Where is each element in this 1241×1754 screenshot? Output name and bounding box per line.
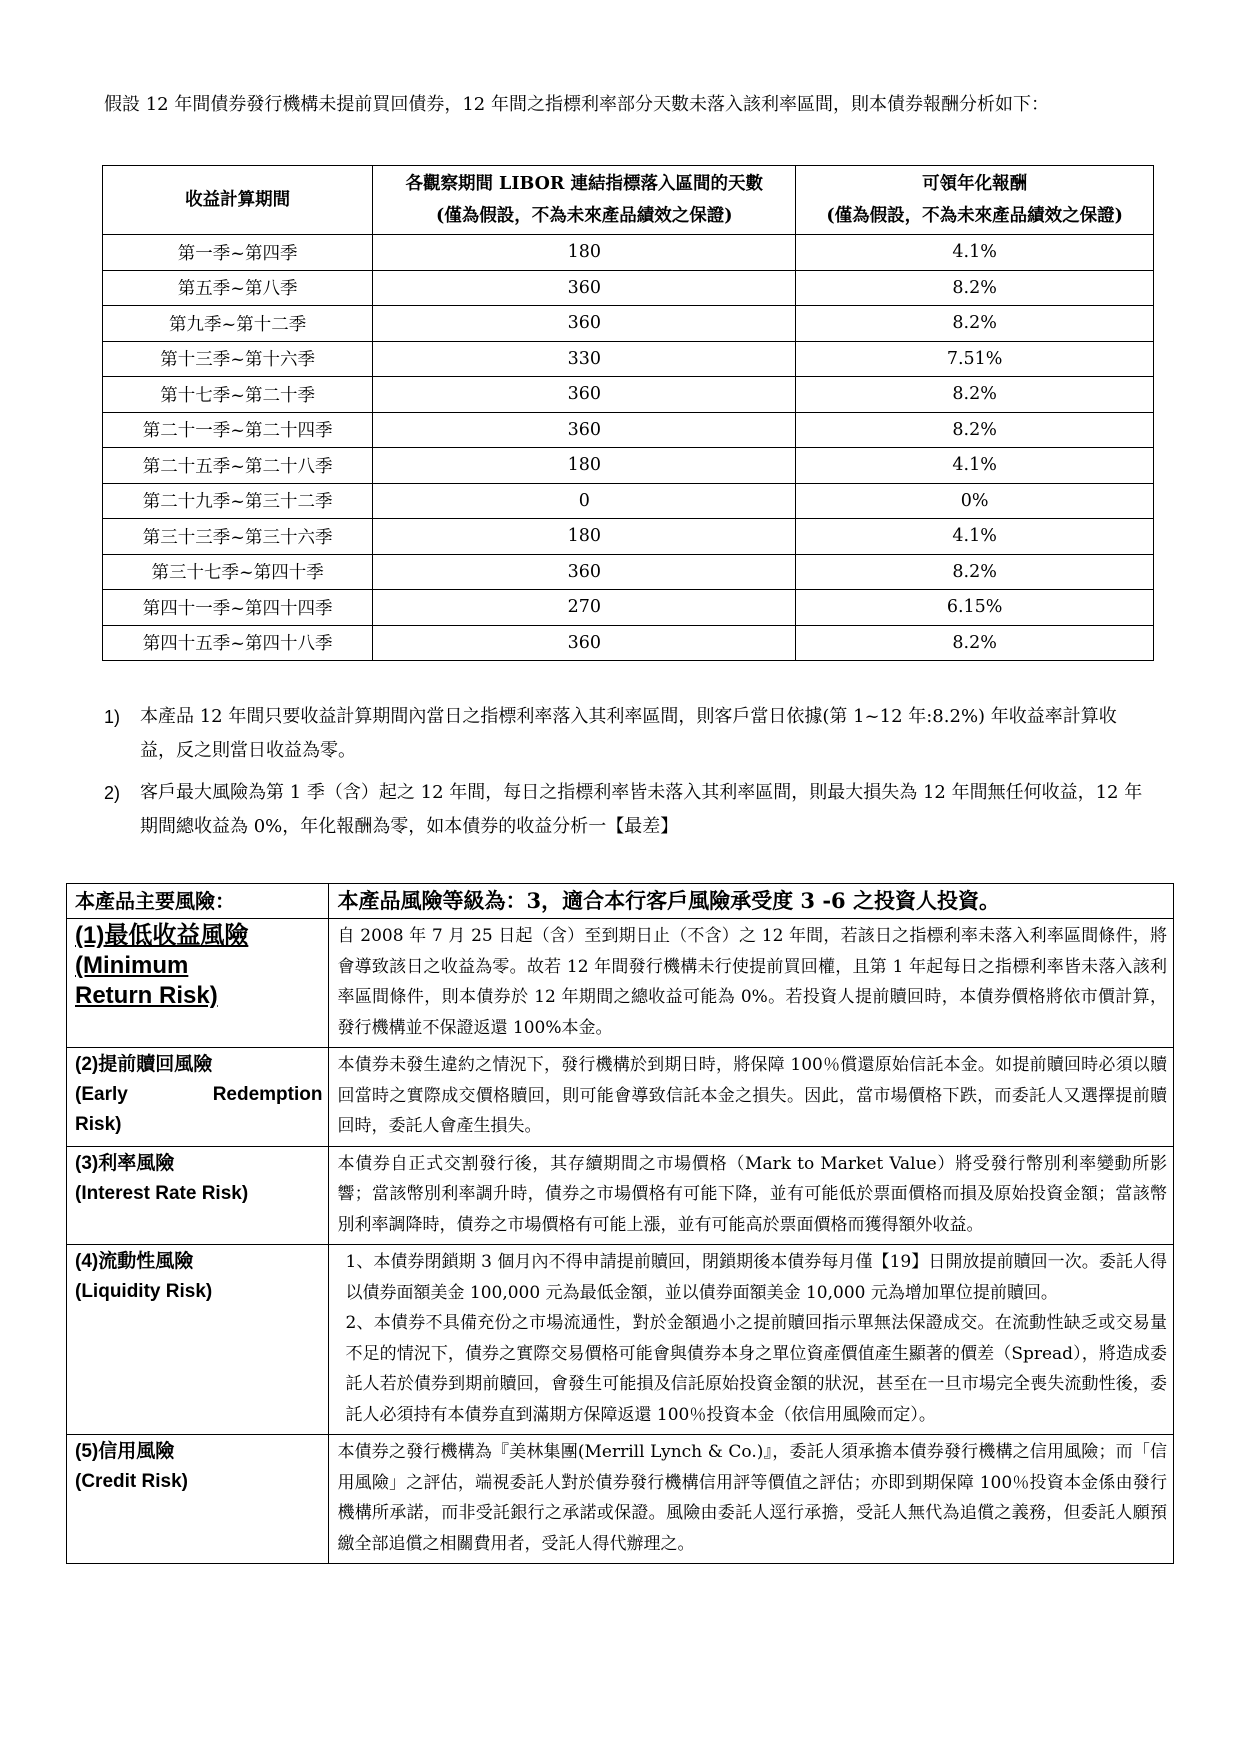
table-row (103, 590, 1154, 626)
intro-paragraph: 假設 12 年間債券發行機構未提前買回債券，12 年間之指標利率部分天數未落入該利率區間，則本債券報酬分析如下： (104, 94, 1049, 115)
header-period: 收益計算期間 (103, 166, 373, 235)
table-header-row (103, 166, 1154, 235)
rate-cell: 0% (796, 483, 1154, 519)
table-row (103, 448, 1154, 484)
table-row (103, 483, 1154, 519)
risk-level-statement: 本產品風險等級為：3，適合本行客戶風險承受度 3 -6 之投資人投資。 (329, 884, 1174, 919)
risk-label (67, 1245, 329, 1435)
header-return-line2: (僅為假設，不為未來產品績效之保證) (826, 206, 1123, 226)
notes-list (104, 700, 1144, 852)
table-row (103, 412, 1154, 448)
period-cell: 第九季~第十二季 (103, 306, 373, 342)
rate-cell: 4.1% (796, 235, 1154, 271)
period-cell: 第二十一季~第二十四季 (103, 412, 373, 448)
period-cell: 第三十三季~第三十六季 (103, 519, 373, 555)
risk-label-cn: (2)提前贖回風險 (75, 1054, 213, 1075)
header-days (373, 166, 796, 235)
days-cell: 330 (373, 341, 796, 377)
note-text: 客戶最大風險為第 1 季（含）起之 12 年間，每日之指標利率皆未落入其利率區間，則最大損失為 12 年間無任何收益，12 年期間總收益為 0%，年化報酬為零，如本債券的收益分析一【最差】 (140, 782, 1143, 837)
risk-label-en: (Minimum (75, 952, 189, 979)
period-cell: 第五季~第八季 (103, 270, 373, 306)
risk-header-label: 本產品主要風險： (67, 884, 329, 919)
table-row (103, 341, 1154, 377)
risk-label-cn: (5)信用風險 (75, 1441, 175, 1462)
risk-description: 本債券未發生違約之情況下，發行機構於到期日時，將保障 100％償還原始信託本金。如提前贖回時必須以贖回當時之實際成交價格贖回，則可能會導致信託本金之損失。因此，當市場價格下跌，而委託人又選擇提前贖回時，委託人會產生損失。 (329, 1048, 1174, 1147)
table-row (67, 1146, 1174, 1245)
rate-cell: 8.2% (796, 306, 1154, 342)
header-days-line1: 各觀察期間 LIBOR 連結指標落入區間的天數 (405, 174, 764, 194)
header-return (796, 166, 1154, 235)
period-cell: 第二十九季~第三十二季 (103, 483, 373, 519)
table-row (103, 235, 1154, 271)
period-cell: 第三十七季~第四十季 (103, 554, 373, 590)
rate-cell: 8.2% (796, 270, 1154, 306)
list-item (104, 700, 1144, 768)
risk-description-item: 1、本債券閉鎖期 3 個月內不得申請提前贖回，閉鎖期後本債券每月僅【19】日開放提前贖回一次。委託人得以債券面額美金 100,000 元為最低金額，並以債券面額美金 10,000 元為增加單位提前贖回。 (345, 1252, 1167, 1303)
period-cell: 第十七季~第二十季 (103, 377, 373, 413)
table-row (103, 377, 1154, 413)
rate-cell: 8.2% (796, 554, 1154, 590)
period-cell: 第四十一季~第四十四季 (103, 590, 373, 626)
risk-label-cn: (4)流動性風險 (75, 1251, 194, 1272)
rate-cell: 8.2% (796, 377, 1154, 413)
days-cell: 180 (373, 448, 796, 484)
days-cell: 360 (373, 306, 796, 342)
rate-cell: 7.51% (796, 341, 1154, 377)
risk-table (66, 883, 1174, 1564)
risk-label-en: (Credit Risk) (75, 1471, 188, 1492)
risk-description: 本債券之發行機構為『美林集團(Merrill Lynch & Co.)』，委託人須承擔本債券發行機構之信用風險；而「信用風險」之評估，端視委託人對於債券發行機構信用評等價值之評估；亦即到期保障 100％投資本金係由發行機構所承諾，而非受託銀行之承諾或保證。風險由委託人逕行承擔，受託人無代為追償之義務，但委託人願預繳全部追償之相關費用者，受託人得代辦理之。 (329, 1435, 1174, 1564)
table-row (103, 270, 1154, 306)
table-row (67, 919, 1174, 1048)
header-return-line1: 可領年化報酬 (922, 174, 1028, 194)
risk-description (329, 1245, 1174, 1435)
risk-label-en: Risk) (75, 1114, 122, 1135)
rate-cell: 6.15% (796, 590, 1154, 626)
table-row (67, 1048, 1174, 1147)
table-row (103, 554, 1154, 590)
days-cell: 270 (373, 590, 796, 626)
days-cell: 180 (373, 519, 796, 555)
table-row (67, 1435, 1174, 1564)
risk-label-en: Return Risk) (75, 982, 218, 1009)
note-text: 本產品 12 年間只要收益計算期間內當日之指標利率落入其利率區間，則客戶當日依據(第 1~12 年:8.2%) 年收益率計算收益，反之則當日收益為零。 (140, 706, 1117, 761)
risk-description: 自 2008 年 7 月 25 日起（含）至到期日止（不含）之 12 年間，若該日之指標利率未落入利率區間條件，將會導致該日之收益為零。故若 12 年間發行機構未行使提前買回權，且第 1 年起每日之指標利率皆未落入該利率區間條件，則本債券於 12 年期間之總收益可能為 0%。若投資人提前贖回時，本債券價格將依市價計算，發行機構並不保證返還 100%本金。 (329, 919, 1174, 1048)
rate-cell: 8.2% (796, 625, 1154, 661)
days-cell: 180 (373, 235, 796, 271)
days-cell: 360 (373, 377, 796, 413)
table-row (103, 306, 1154, 342)
risk-label-en: (Early (75, 1084, 128, 1105)
risk-label-en-line (75, 1080, 322, 1110)
risk-label-cn: (3)利率風險 (75, 1152, 175, 1174)
table-row (67, 1245, 1174, 1435)
period-cell: 第十三季~第十六季 (103, 341, 373, 377)
period-cell: 第二十五季~第二十八季 (103, 448, 373, 484)
note-number: 1) (104, 707, 121, 727)
days-cell: 360 (373, 270, 796, 306)
period-cell: 第一季~第四季 (103, 235, 373, 271)
table-row (103, 625, 1154, 661)
risk-label (67, 1146, 329, 1245)
risk-header-row (67, 884, 1174, 919)
risk-label (67, 1048, 329, 1147)
risk-description-item: 2、本債券不具備充份之市場流通性，對於金額過小之提前贖回指示單無法保證成交。在流動性缺乏或交易量不足的情況下，債券之實際交易價格可能會與債券本身之單位資產價值產生顯著的價差（Spread），將造成委託人若於債券到期前贖回，會發生可能損及信託原始投資金額的狀況，甚至在一旦市場完全喪失流動性後，委託人必須持有本債券直到滿期方保障返還 100％投資本金（依信用風險而定）。 (345, 1313, 1167, 1425)
note-number: 2) (104, 783, 121, 803)
table-row (103, 519, 1154, 555)
days-cell: 360 (373, 554, 796, 590)
days-cell: 0 (373, 483, 796, 519)
risk-description: 本債券自正式交割發行後，其存續期間之市場價格（Mark to Market Value）將受發行幣別利率變動所影響；當該幣別利率調升時，債券之市場價格有可能下降，並有可能低於票面價格而損及原始投資金額；當該幣別利率調降時，債券之市場價格有可能上漲，並有可能高於票面價格而獲得額外收益。 (329, 1146, 1174, 1245)
header-days-line2: (僅為假設，不為未來產品績效之保證) (435, 206, 733, 226)
risk-label-en: (Liquidity Risk) (75, 1281, 213, 1302)
rate-cell: 8.2% (796, 412, 1154, 448)
risk-label (67, 919, 329, 1048)
rate-cell: 4.1% (796, 448, 1154, 484)
risk-label (67, 1435, 329, 1564)
risk-label-en: Redemption (212, 1084, 323, 1105)
period-cell: 第四十五季~第四十八季 (103, 625, 373, 661)
return-scenario-table (102, 165, 1154, 661)
rate-cell: 4.1% (796, 519, 1154, 555)
days-cell: 360 (373, 625, 796, 661)
days-cell: 360 (373, 412, 796, 448)
risk-label-cn: (1)最低收益風險 (75, 922, 249, 949)
list-item (104, 776, 1144, 844)
risk-label-en: (Interest Rate Risk) (75, 1182, 249, 1204)
